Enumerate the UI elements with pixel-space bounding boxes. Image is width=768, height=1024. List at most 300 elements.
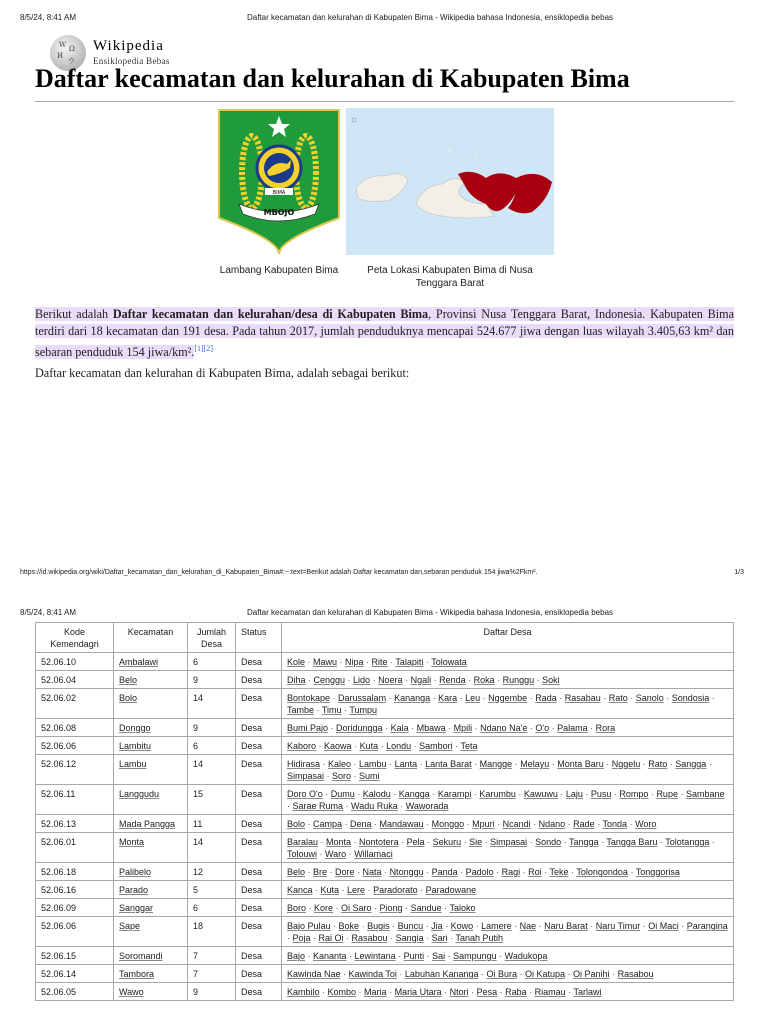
kecamatan-link[interactable]: Soromandi	[119, 951, 163, 961]
separator-dot: ·	[640, 759, 649, 769]
desa-link[interactable]: Sangia	[395, 933, 424, 943]
cell-kode: 52.06.10	[36, 653, 114, 671]
separator-dot: ·	[657, 837, 666, 847]
desa-link[interactable]: Tonggorisa	[635, 867, 680, 877]
separator-dot: ·	[333, 903, 342, 913]
desa-link[interactable]: Timu	[321, 705, 342, 715]
separator-dot: ·	[305, 867, 314, 877]
desa-link[interactable]: Pesa	[476, 987, 498, 997]
separator-dot: ·	[396, 969, 405, 979]
cell-daftar-desa	[282, 881, 734, 899]
kecamatan-link[interactable]: Lambu	[119, 759, 147, 769]
desa-link[interactable]: Lamere	[481, 921, 512, 931]
desa-link[interactable]: Lanta	[394, 759, 418, 769]
desa-link[interactable]: Roi	[528, 867, 542, 877]
desa-link[interactable]: Lanta Barat	[425, 759, 472, 769]
desa-link[interactable]: Buncu	[397, 921, 424, 931]
desa-link[interactable]: Lewintana	[354, 951, 396, 961]
kecamatan-link[interactable]: Monta	[119, 837, 145, 847]
separator-dot: ·	[322, 789, 331, 799]
cell-daftar-desa	[282, 689, 734, 719]
desa-link[interactable]: Doridungga	[336, 723, 383, 733]
separator-dot: ·	[549, 723, 558, 733]
separator-dot: ·	[565, 819, 574, 829]
desa-link[interactable]: Rasabau	[564, 693, 601, 703]
print-date: 8/5/24, 8:41 AM	[20, 13, 77, 22]
emblem-banner-text: MBOJO	[263, 208, 295, 217]
desa-link[interactable]: Nae	[519, 921, 537, 931]
desa-link[interactable]: Ntori	[449, 987, 469, 997]
desa-link[interactable]: Tangga	[569, 837, 599, 847]
desa-link[interactable]: Leu	[465, 693, 481, 703]
header-status: Status	[236, 623, 282, 653]
desa-link[interactable]: Paradorato	[373, 885, 418, 895]
desa-link[interactable]: Mpili	[453, 723, 473, 733]
desa-link[interactable]: Ndano	[538, 819, 566, 829]
desa-link[interactable]: Kaboro	[287, 741, 317, 751]
separator-dot: ·	[402, 675, 411, 685]
separator-dot: ·	[310, 933, 319, 943]
desa-link[interactable]: Rasabou	[351, 933, 388, 943]
desa-link[interactable]: Rite	[371, 657, 388, 667]
desa-link[interactable]: Tanah Putih	[455, 933, 503, 943]
cell-jumlah-desa: 6	[188, 653, 236, 671]
separator-dot: ·	[511, 921, 520, 931]
desa-link[interactable]: Riamau	[534, 987, 566, 997]
desa-link[interactable]: Sie	[469, 837, 483, 847]
desa-link[interactable]: Sondosia	[671, 693, 710, 703]
separator-dot: ·	[512, 759, 521, 769]
desa-link[interactable]: Kawuwu	[523, 789, 558, 799]
cell-status: Desa	[236, 965, 282, 983]
desa-link[interactable]: Maria Utara	[394, 987, 442, 997]
desa-link[interactable]: Nontotera	[359, 837, 399, 847]
reference-link[interactable]: [1][2]	[194, 344, 214, 353]
desa-link[interactable]: Londu	[386, 741, 412, 751]
cell-jumlah-desa: 14	[188, 689, 236, 719]
separator-dot: ·	[346, 951, 355, 961]
separator-dot: ·	[472, 723, 481, 733]
desa-link[interactable]: Teke	[549, 867, 569, 877]
desa-link[interactable]: Kala	[390, 723, 409, 733]
desa-link[interactable]: Belo	[287, 867, 306, 877]
desa-link[interactable]: Boro	[287, 903, 307, 913]
separator-dot: ·	[468, 987, 477, 997]
desa-link[interactable]: Renda	[439, 675, 466, 685]
desa-link[interactable]: Talapiti	[395, 657, 424, 667]
desa-link[interactable]: Sangga	[675, 759, 707, 769]
cell-kecamatan	[114, 737, 188, 755]
desa-link[interactable]: Kole	[287, 657, 306, 667]
desa-link[interactable]: Bre	[313, 867, 328, 877]
separator-dot: ·	[424, 837, 433, 847]
emblem-small-text: BIMA	[272, 190, 286, 196]
map-caption: Peta Lokasi Kabupaten Bima di Nusa Tenggara Barat	[367, 265, 533, 289]
desa-link[interactable]: Tonda	[602, 819, 628, 829]
separator-dot: ·	[611, 789, 620, 799]
desa-link[interactable]: Tolouwi	[287, 849, 318, 859]
desa-link[interactable]: Taloko	[449, 903, 476, 913]
table-row	[36, 737, 734, 755]
desa-link[interactable]: Oi Katupa	[525, 969, 566, 979]
separator-dot: ·	[342, 819, 351, 829]
wikipedia-globe-icon[interactable]: W Ω И ウ	[50, 35, 86, 71]
desa-link[interactable]: Rasabou	[617, 969, 654, 979]
cell-kecamatan	[114, 863, 188, 881]
desa-link[interactable]: Monggo	[431, 819, 465, 829]
desa-link[interactable]: Nggembe	[488, 693, 528, 703]
desa-link[interactable]: Mawu	[313, 657, 338, 667]
desa-link[interactable]: Rato	[608, 693, 628, 703]
separator-dot: ·	[473, 921, 482, 931]
desa-link[interactable]: Karumbu	[479, 789, 516, 799]
desa-link[interactable]: Lido	[353, 675, 371, 685]
desa-link[interactable]: Ndano Na'e	[480, 723, 528, 733]
desa-link[interactable]: Sandue	[410, 903, 442, 913]
desa-link[interactable]: Ngali	[410, 675, 432, 685]
desa-link[interactable]: Oi Saro	[341, 903, 372, 913]
separator-dot: ·	[568, 867, 577, 877]
cell-kode: 52.06.09	[36, 899, 114, 917]
separator-dot: ·	[526, 987, 535, 997]
desa-link[interactable]: Kuta	[359, 741, 379, 751]
desa-link[interactable]: Bontokape	[287, 693, 331, 703]
print-url: https://id.wikipedia.org/wiki/Daftar_kecamatan_dan_kelurahan_di_Kabupaten_Bima#:~:text=Berikut adalah Daftar kecamatan dan,sebaran penduduk 154 jiwa%2Fkm².	[20, 569, 538, 576]
desa-link[interactable]: Runggu	[502, 675, 535, 685]
separator-dot: ·	[381, 867, 390, 877]
desa-link[interactable]: Labuhan Kananga	[404, 969, 479, 979]
kecamatan-link[interactable]: Belo	[119, 675, 138, 685]
desa-link[interactable]: Kore	[314, 903, 334, 913]
table-row	[36, 689, 734, 719]
separator-dot: ·	[417, 759, 426, 769]
separator-dot: ·	[395, 951, 404, 961]
desa-link[interactable]: Kanca	[287, 885, 313, 895]
separator-dot: ·	[423, 819, 432, 829]
desa-link[interactable]: Mandawau	[379, 819, 424, 829]
separator-dot: ·	[482, 837, 491, 847]
desa-link[interactable]: Diha	[287, 675, 306, 685]
desa-link[interactable]: Sanolo	[635, 693, 664, 703]
desa-link[interactable]: Dore	[335, 867, 355, 877]
kecamatan-link[interactable]: Mada Pangga	[119, 819, 176, 829]
cell-status: Desa	[236, 653, 282, 671]
desa-link[interactable]: Nggelu	[611, 759, 641, 769]
separator-dot: ·	[471, 759, 480, 769]
desa-link[interactable]: Poja	[292, 933, 311, 943]
separator-dot: ·	[494, 675, 503, 685]
kecamatan-link[interactable]: Donggo	[119, 723, 151, 733]
separator-dot: ·	[561, 837, 570, 847]
desa-link[interactable]: Mpuri	[472, 819, 495, 829]
desa-link[interactable]: Ncandi	[502, 819, 531, 829]
desa-link[interactable]: Maria	[364, 987, 387, 997]
desa-link[interactable]: Pela	[406, 837, 425, 847]
cell-jumlah-desa: 6	[188, 899, 236, 917]
separator-dot: ·	[378, 741, 387, 751]
separator-dot: ·	[356, 987, 365, 997]
desa-link[interactable]: Punti	[403, 951, 425, 961]
kecamatan-link[interactable]: Palibelo	[119, 867, 152, 877]
separator-dot: ·	[305, 657, 314, 667]
desa-link[interactable]: Padolo	[465, 867, 494, 877]
desa-link[interactable]: Boke	[338, 921, 360, 931]
desa-link[interactable]: Sai	[432, 951, 446, 961]
desa-link[interactable]: Sarae Ruma	[292, 801, 344, 811]
table-row	[36, 785, 734, 815]
desa-link[interactable]: Tarlawi	[573, 987, 602, 997]
wikipedia-wordmark[interactable]: Wikipedia	[93, 38, 164, 54]
header-kecamatan: Kecamatan	[114, 623, 188, 653]
desa-link[interactable]: Sampungu	[453, 951, 497, 961]
desa-link[interactable]: Rato	[648, 759, 668, 769]
separator-dot: ·	[582, 789, 591, 799]
desa-link[interactable]: Simpasai	[490, 837, 528, 847]
cell-status: Desa	[236, 917, 282, 947]
cell-jumlah-desa: 9	[188, 983, 236, 1001]
separator-dot: ·	[627, 693, 636, 703]
kecamatan-link[interactable]: Bolo	[119, 693, 138, 703]
desa-link[interactable]: Kombo	[327, 987, 357, 997]
separator-dot: ·	[318, 837, 327, 847]
separator-dot: ·	[534, 675, 543, 685]
table-row	[36, 899, 734, 917]
kecamatan-link[interactable]: Tambora	[119, 969, 155, 979]
desa-link[interactable]: Kaleo	[328, 759, 352, 769]
kecamatan-link[interactable]: Langgudu	[119, 789, 160, 799]
desa-link[interactable]: Tangga Baru	[606, 837, 658, 847]
desa-link[interactable]: Sambane	[685, 789, 725, 799]
desa-link[interactable]: Roka	[473, 675, 495, 685]
cell-kecamatan	[114, 899, 188, 917]
desa-link[interactable]: Waworada	[405, 801, 449, 811]
separator-dot: ·	[445, 951, 454, 961]
desa-link[interactable]: Oi Bura	[486, 969, 518, 979]
desa-link[interactable]: Parangina	[686, 921, 728, 931]
emblem-bima-image[interactable]	[217, 108, 341, 256]
desa-link[interactable]: Bumi Pajo	[287, 723, 329, 733]
title-divider	[35, 101, 734, 102]
list-lead-paragraph: Daftar kecamatan dan kelurahan di Kabupaten Bima, adalah sebagai berikut:	[35, 366, 410, 380]
desa-link[interactable]: O'o	[535, 723, 550, 733]
separator-dot: ·	[351, 759, 360, 769]
separator-dot: ·	[465, 675, 474, 685]
separator-dot: ·	[471, 789, 480, 799]
desa-link[interactable]: Kawinda Nae	[287, 969, 341, 979]
separator-dot: ·	[408, 723, 417, 733]
desa-link[interactable]: Sambori	[419, 741, 453, 751]
desa-link[interactable]: Cenggu	[313, 675, 346, 685]
desa-link[interactable]: Soro	[332, 771, 352, 781]
desa-link[interactable]: Simpasai	[287, 771, 325, 781]
separator-dot: ·	[398, 837, 407, 847]
separator-dot: ·	[663, 693, 672, 703]
desa-link[interactable]: Sondo	[535, 837, 562, 847]
separator-dot: ·	[345, 675, 354, 685]
cell-kode: 52.06.14	[36, 965, 114, 983]
location-map-image[interactable]	[346, 108, 554, 255]
desa-link[interactable]: Palama	[557, 723, 588, 733]
desa-link[interactable]: Tolongondoa	[576, 867, 628, 877]
separator-dot: ·	[387, 933, 396, 943]
desa-link[interactable]: Raba	[505, 987, 527, 997]
table-row	[36, 653, 734, 671]
separator-dot: ·	[441, 987, 450, 997]
separator-dot: ·	[314, 705, 322, 715]
separator-dot: ·	[527, 723, 536, 733]
desa-link[interactable]: Kawinda Toi	[348, 969, 397, 979]
desa-link[interactable]: Naru Timur	[595, 921, 641, 931]
kecamatan-link[interactable]: Sanggar	[119, 903, 154, 913]
desa-link[interactable]: Lere	[347, 885, 366, 895]
separator-dot: ·	[312, 885, 321, 895]
desa-link[interactable]: Kananta	[313, 951, 347, 961]
desa-link[interactable]: Mbawa	[416, 723, 446, 733]
separator-dot: ·	[365, 885, 374, 895]
separator-dot: ·	[648, 789, 657, 799]
desa-link[interactable]: Waro	[325, 849, 347, 859]
desa-link[interactable]: Ragi	[501, 867, 521, 877]
desa-link[interactable]: Rada	[535, 693, 557, 703]
desa-link[interactable]: Campa	[313, 819, 343, 829]
desa-link[interactable]: Laju	[565, 789, 583, 799]
desa-link[interactable]: Tolowata	[431, 657, 467, 667]
cell-status: Desa	[236, 755, 282, 785]
desa-link[interactable]: Rora	[595, 723, 616, 733]
desa-link[interactable]: Wadukopa	[504, 951, 548, 961]
cell-daftar-desa	[282, 785, 734, 815]
desa-link[interactable]: Hidirasa	[287, 759, 321, 769]
cell-jumlah-desa: 14	[188, 833, 236, 863]
desa-link[interactable]: Melayu	[520, 759, 550, 769]
desa-link[interactable]: Bolo	[287, 819, 306, 829]
desa-link[interactable]: Tambe	[287, 705, 315, 715]
desa-link[interactable]: Bajo	[287, 951, 306, 961]
cell-jumlah-desa: 15	[188, 785, 236, 815]
desa-link[interactable]: Darussalam	[338, 693, 387, 703]
separator-dot: ·	[678, 921, 687, 931]
cell-jumlah-desa: 6	[188, 737, 236, 755]
desa-link[interactable]: Sekuru	[432, 837, 462, 847]
desa-link[interactable]: Kananga	[394, 693, 431, 703]
desa-link[interactable]: Bajo Pulau	[287, 921, 331, 931]
desa-link[interactable]: Rupe	[656, 789, 678, 799]
desa-link[interactable]: Dena	[350, 819, 372, 829]
desa-link[interactable]: Nipa	[345, 657, 364, 667]
cell-jumlah-desa: 18	[188, 917, 236, 947]
kecamatan-link[interactable]: Sape	[119, 921, 141, 931]
desa-link[interactable]: Kambilo	[287, 987, 320, 997]
separator-dot: ·	[386, 759, 395, 769]
cell-kode: 52.06.15	[36, 947, 114, 965]
desa-link[interactable]: Noera	[378, 675, 403, 685]
table-row	[36, 983, 734, 1001]
separator-dot: ·	[386, 693, 395, 703]
desa-link[interactable]: Kalodu	[362, 789, 391, 799]
desa-link[interactable]: Karampi	[437, 789, 472, 799]
separator-dot: ·	[411, 741, 420, 751]
separator-dot: ·	[423, 657, 432, 667]
desa-link[interactable]: Sari	[431, 933, 448, 943]
header-kode: Kode Kemendagri	[36, 623, 114, 653]
desa-link[interactable]: Kaowa	[324, 741, 352, 751]
table-row	[36, 863, 734, 881]
desa-link[interactable]: Paradowane	[425, 885, 477, 895]
desa-link[interactable]: Rompo	[619, 789, 649, 799]
desa-link[interactable]: Pusu	[590, 789, 612, 799]
desa-link[interactable]: Oi Panihi	[573, 969, 610, 979]
table-row	[36, 881, 734, 899]
kecamatan-link[interactable]: Ambalawi	[119, 657, 159, 667]
separator-dot: ·	[351, 741, 360, 751]
header-daftar-desa: Daftar Desa	[282, 623, 734, 653]
desa-link[interactable]: Monta Baru	[557, 759, 604, 769]
desa-link[interactable]: Woro	[635, 819, 657, 829]
desa-link[interactable]: Soki	[542, 675, 560, 685]
kecamatan-link[interactable]: Wawo	[119, 987, 144, 997]
desa-link[interactable]: Lambu	[359, 759, 387, 769]
desa-link[interactable]: Dumu	[330, 789, 355, 799]
desa-link[interactable]: Willamaci	[354, 849, 393, 859]
desa-link[interactable]: Tumpu	[349, 705, 378, 715]
separator-dot: ·	[431, 675, 440, 685]
desa-link[interactable]: Mangge	[479, 759, 513, 769]
cell-jumlah-desa: 9	[188, 719, 236, 737]
desa-link[interactable]: Oi Maci	[648, 921, 679, 931]
table-row	[36, 833, 734, 863]
desa-link[interactable]: Baralau	[287, 837, 319, 847]
desa-link[interactable]: Kara	[438, 693, 458, 703]
wikipedia-tagline: Ensiklopedia Bebas	[93, 56, 170, 66]
kecamatan-link[interactable]: Lambitu	[119, 741, 152, 751]
desa-link[interactable]: Rade	[573, 819, 595, 829]
separator-dot: ·	[496, 951, 505, 961]
desa-link[interactable]: Rai Oi	[318, 933, 344, 943]
separator-dot: ·	[346, 849, 355, 859]
separator-dot: ·	[480, 693, 489, 703]
desa-link[interactable]: Tolotangga	[665, 837, 710, 847]
desa-link[interactable]: Bugis	[367, 921, 390, 931]
desa-link[interactable]: Piong	[379, 903, 403, 913]
cell-status: Desa	[236, 983, 282, 1001]
desa-link[interactable]: Sumi	[359, 771, 380, 781]
desa-link[interactable]: Nata	[362, 867, 382, 877]
desa-link[interactable]: Teta	[460, 741, 478, 751]
cell-kecamatan	[114, 671, 188, 689]
desa-link[interactable]: Kowo	[450, 921, 474, 931]
desa-link[interactable]: Kuta	[320, 885, 340, 895]
desa-link[interactable]: Panda	[431, 867, 458, 877]
cell-status: Desa	[236, 833, 282, 863]
cell-jumlah-desa: 12	[188, 863, 236, 881]
desa-link[interactable]: Ntonggu	[389, 867, 424, 877]
separator-dot: ·	[494, 819, 503, 829]
separator-dot: ·	[594, 819, 603, 829]
desa-link[interactable]: Doro O'o	[287, 789, 323, 799]
separator-dot: ·	[600, 693, 609, 703]
desa-link[interactable]: Naru Barat	[544, 921, 588, 931]
desa-link[interactable]: Monta	[326, 837, 352, 847]
separator-dot: ·	[557, 789, 566, 799]
desa-link[interactable]: Jia	[431, 921, 443, 931]
kecamatan-link[interactable]: Parado	[119, 885, 149, 895]
separator-dot: ·	[402, 903, 411, 913]
desa-link[interactable]: Wadu Ruka	[351, 801, 398, 811]
separator-dot: ·	[397, 801, 406, 811]
separator-dot: ·	[328, 723, 337, 733]
table-row	[36, 917, 734, 947]
desa-link[interactable]: Kangga	[398, 789, 430, 799]
